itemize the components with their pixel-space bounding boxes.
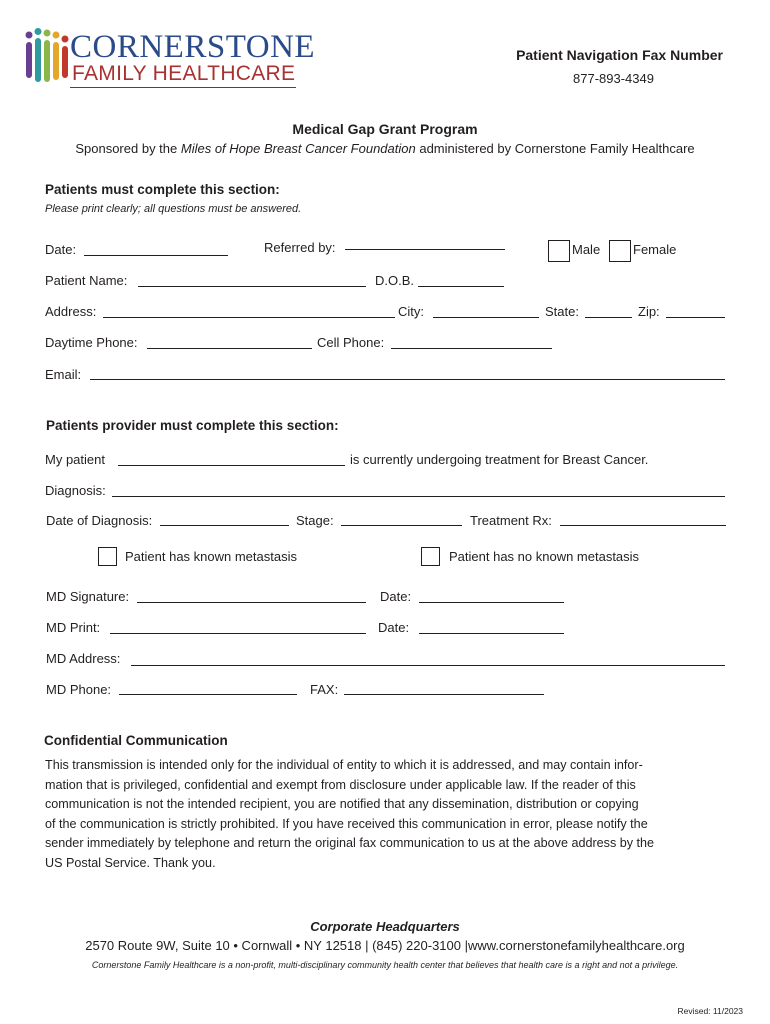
logo-word-family-healthcare: FAMILY HEALTHCARE [72,62,296,85]
referred-by-input[interactable] [345,249,505,250]
dob-input[interactable] [418,286,504,287]
patient-name-input[interactable] [138,286,366,287]
daytime-phone-label: Daytime Phone: [45,335,138,350]
treatment-rx-input[interactable] [560,525,726,526]
female-label: Female [633,242,677,257]
sponsor-suffix: administered by Cornerstone Family Healthcare [415,141,695,156]
no-known-metastasis-checkbox[interactable] [421,547,440,566]
confidential-line: communication is not the intended recipient, you are notified that any dissemination, distribution or copying [45,797,639,812]
confidential-text [45,756,725,874]
address-label: Address: [45,304,97,319]
md-print-label: MD Print: [46,620,101,635]
address-input[interactable] [103,317,395,318]
state-input[interactable] [585,317,632,318]
md-phone-input[interactable] [119,694,297,695]
hq-address: 2570 Route 9W, Suite 10 • Cornwall • NY 12518 | (845) 220-3100 |www.cornerstonefamilyhealthcare.org [85,938,685,953]
fax-input[interactable] [344,694,544,695]
email-label: Email: [45,367,82,382]
zip-label: Zip: [638,304,660,319]
confidential-line: mation that is privileged, confidential and exempt from disclosure under applicable law. If the reader of this [45,777,636,792]
fax-title: Patient Navigation Fax Number [516,47,723,63]
referred-by-label: Referred by: [264,240,336,255]
md-phone-label: MD Phone: [46,682,112,697]
patient-instruction: Please print clearly; all questions must be answered. [45,203,302,215]
state-label: State: [545,304,579,319]
female-checkbox[interactable] [609,240,631,262]
confidential-heading: Confidential Communication [44,733,228,748]
md-address-label: MD Address: [46,651,121,666]
treatment-statement: is currently undergoing treatment for Breast Cancer. [350,452,649,467]
md-print-input[interactable] [110,633,366,634]
program-title: Medical Gap Grant Program [292,121,478,137]
my-patient-input[interactable] [118,465,345,466]
date-label: Date: [45,242,77,257]
known-metastasis-label: Patient has known metastasis [125,549,297,564]
fax-label: FAX: [310,682,339,697]
sponsor-foundation: Miles of Hope Breast Cancer Foundation [180,141,416,156]
confidential-line: This transmission is intended only for the individual of entity to which it is addressed, and may contain infor- [45,758,643,772]
date-input[interactable] [84,255,228,256]
fax-number: 877-893-4349 [573,71,654,86]
stage-label: Stage: [296,513,334,528]
dob-label: D.O.B. [375,273,415,288]
confidential-line: US Postal Service. Thank you. [45,855,216,870]
confidential-line: of the communication is strictly prohibited. If you have received this communication in error, please notify the [45,816,648,831]
diagnosis-input[interactable] [112,496,725,497]
md-address-input[interactable] [131,665,725,666]
zip-input[interactable] [666,317,725,318]
patient-section-heading: Patients must complete this section: [45,182,280,197]
city-label: City: [398,304,424,319]
known-metastasis-checkbox[interactable] [98,547,117,566]
md-signature-label: MD Signature: [46,589,130,604]
sponsor-prefix: Sponsored by the [75,141,181,156]
daytime-phone-input[interactable] [147,348,312,349]
treatment-rx-label: Treatment Rx: [470,513,552,528]
hq-title: Corporate Headquarters [310,919,460,934]
logo-bars-icon [24,28,70,88]
md-signature-date-label: Date: [380,589,412,604]
male-checkbox[interactable] [548,240,570,262]
logo-underline [70,87,296,88]
email-input[interactable] [90,379,725,380]
stage-input[interactable] [341,525,462,526]
patient-name-label: Patient Name: [45,273,128,288]
logo [24,28,316,90]
male-label: Male [572,242,601,257]
revised-date: Revised: 11/2023 [677,1006,743,1016]
date-of-diagnosis-label: Date of Diagnosis: [46,513,153,528]
my-patient-label: My patient [45,452,105,467]
md-signature-date-input[interactable] [419,602,564,603]
md-signature-input[interactable] [137,602,366,603]
date-of-diagnosis-input[interactable] [160,525,289,526]
md-print-date-label: Date: [378,620,410,635]
sponsor-line [0,141,770,156]
cell-phone-label: Cell Phone: [317,335,385,350]
confidential-line: sender immediately by telephone and return the original fax communication to us at the above address by the [45,836,655,851]
diagnosis-label: Diagnosis: [45,483,106,498]
city-input[interactable] [433,317,539,318]
no-known-metastasis-label: Patient has no known metastasis [449,549,640,564]
mission-statement: Cornerstone Family Healthcare is a non-profit, multi-disciplinary community health center that believes that health care is a right and not a privilege. [91,960,679,970]
provider-section-heading: Patients provider must complete this section: [46,418,339,433]
cell-phone-input[interactable] [391,348,552,349]
logo-word-cornerstone: CORNERSTONE [70,29,316,65]
md-print-date-input[interactable] [419,633,564,634]
